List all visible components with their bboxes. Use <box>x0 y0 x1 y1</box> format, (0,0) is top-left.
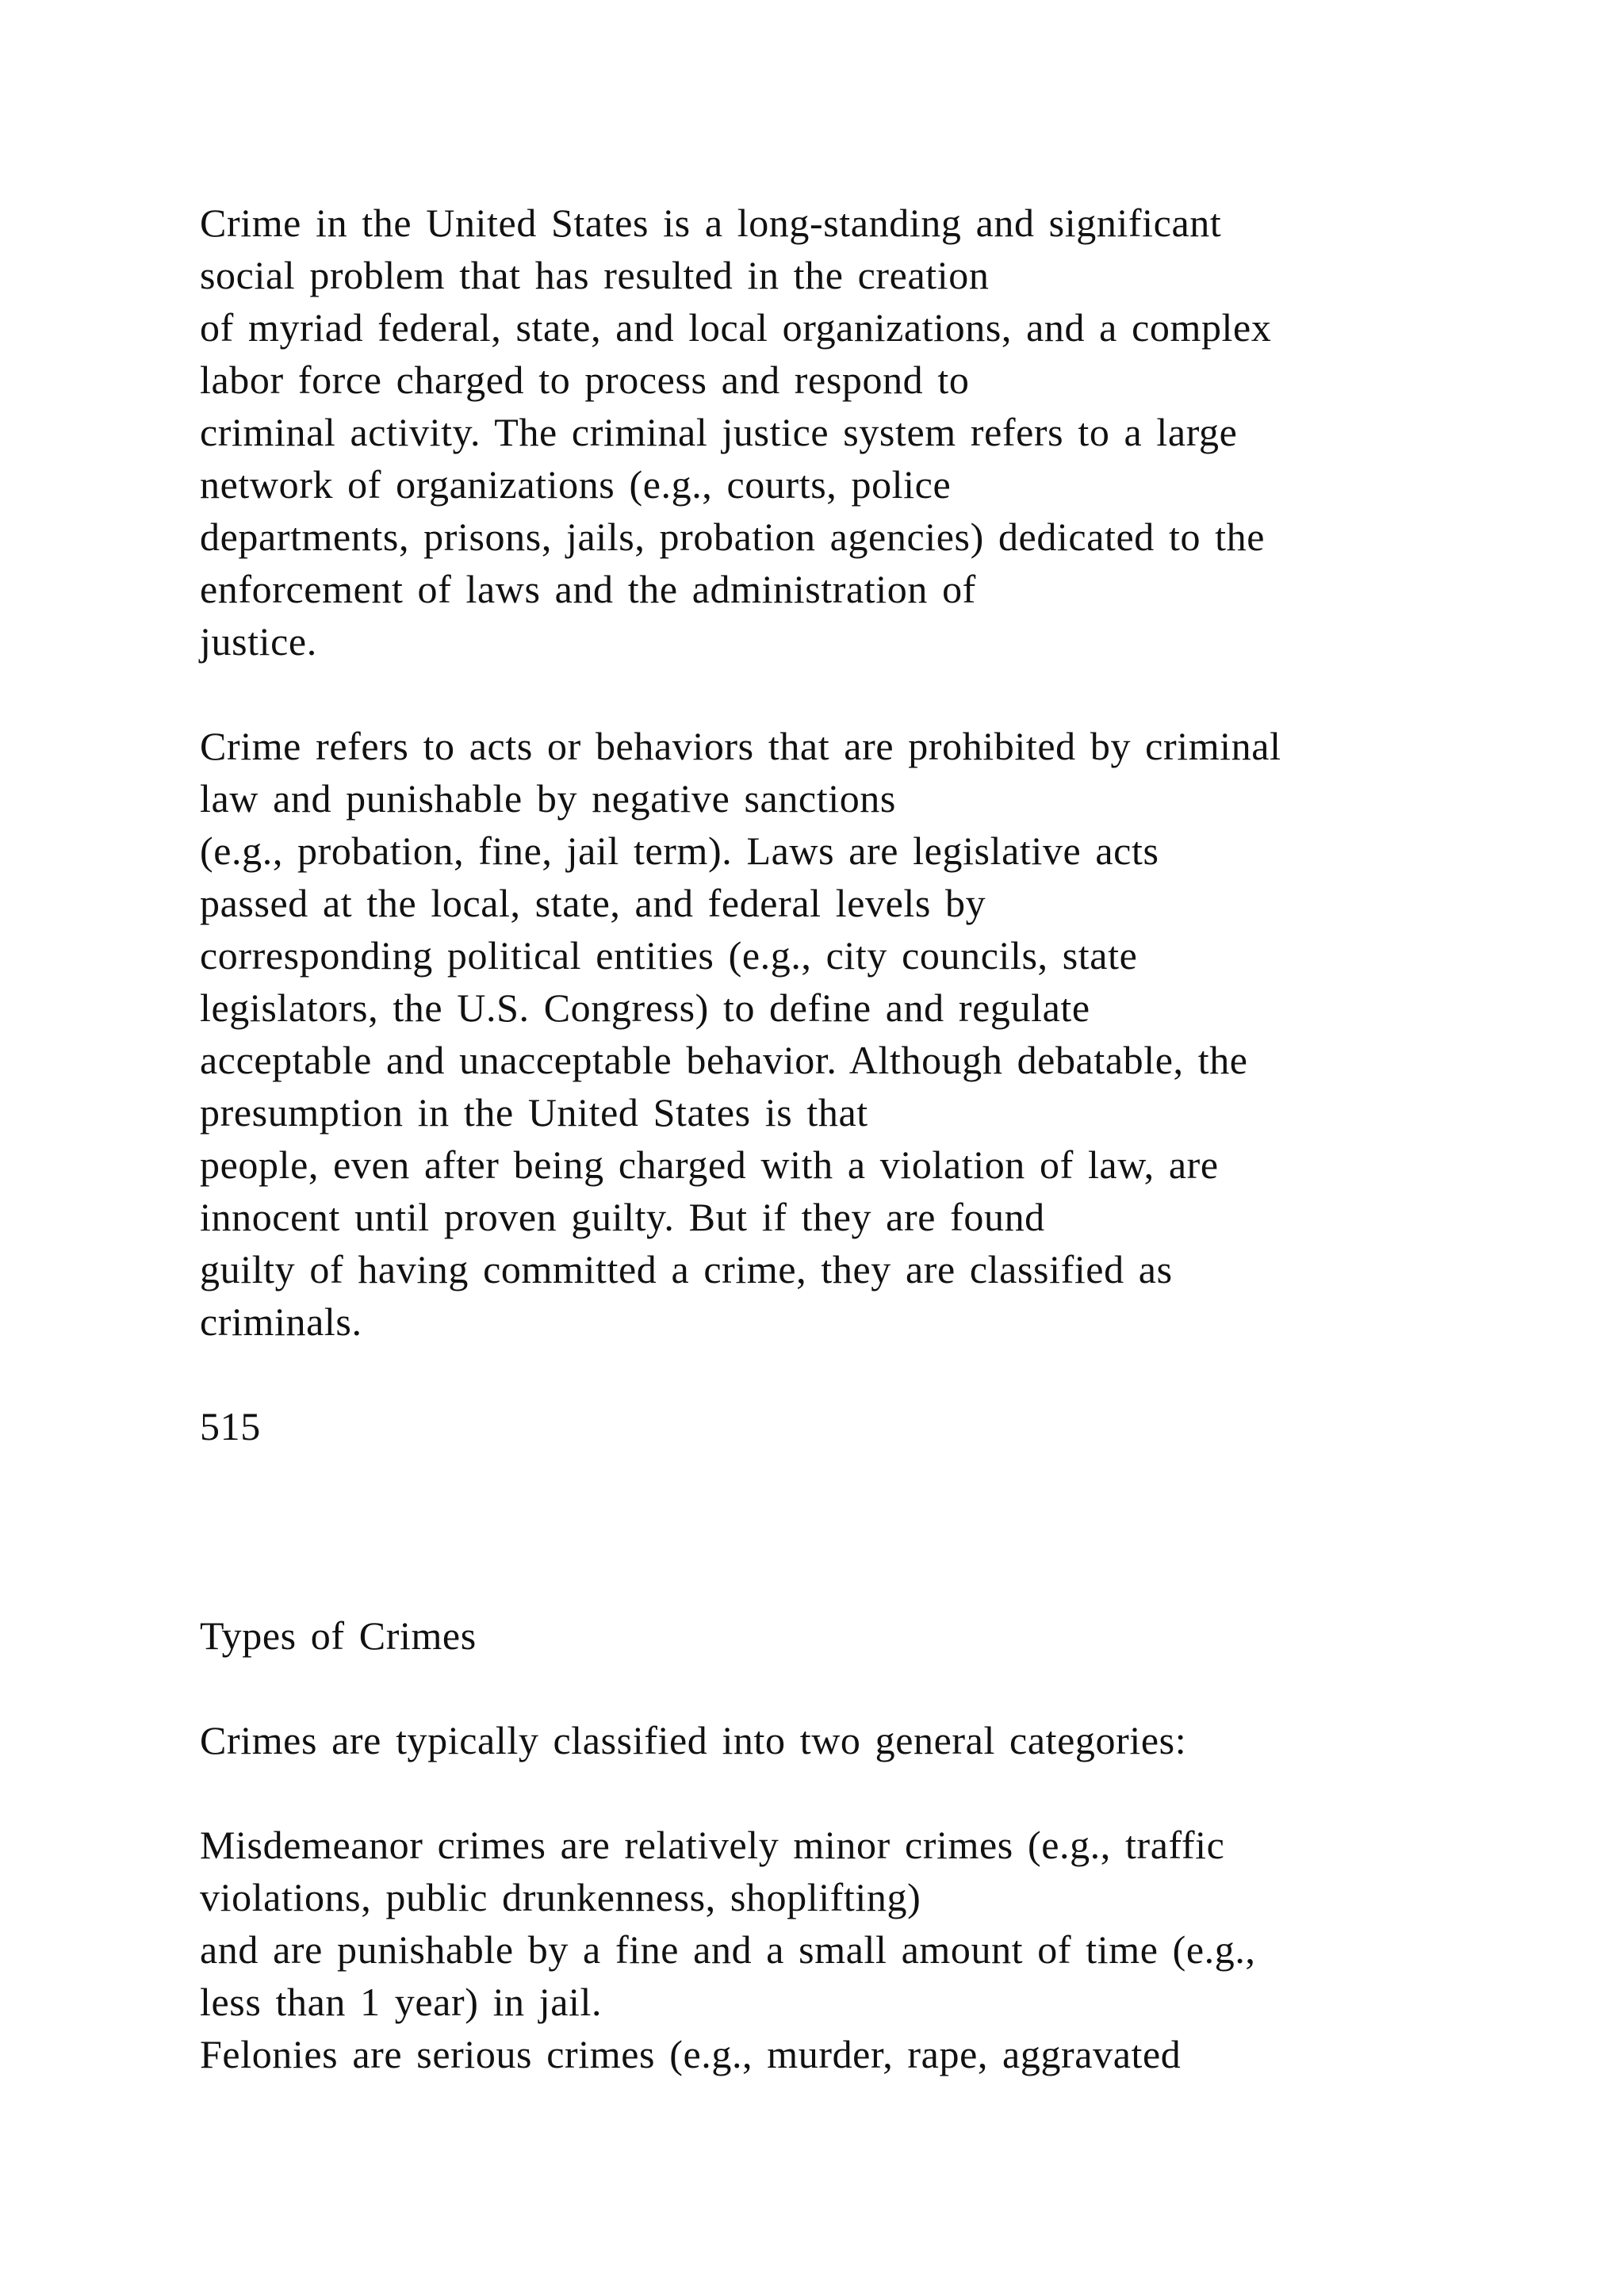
paragraph-2-line-2: law and punishable by negative sanctions <box>200 776 896 821</box>
paragraph-1-line-3: of myriad federal, state, and local organizations, and a complex <box>200 305 1272 350</box>
paragraph-2-line-8: presumption in the United States is that <box>200 1090 868 1135</box>
paragraph-2-line-1: Crime refers to acts or behaviors that are prohibited by criminal <box>200 724 1281 768</box>
section-heading: Types of Crimes <box>200 1613 477 1658</box>
paragraph-2-line-6: legislators, the U.S. Congress) to define and regulate <box>200 985 1090 1030</box>
paragraph-1-line-7: departments, prisons, jails, probation agencies) dedicated to the <box>200 515 1266 559</box>
paragraph-2-line-3: (e.g., probation, fine, jail term). Laws are legislative acts <box>200 828 1159 873</box>
intro-line: Crimes are typically classified into two general categories: <box>200 1718 1187 1762</box>
paragraph-3-line-1: Misdemeanor crimes are relatively minor crimes (e.g., traffic <box>200 1823 1225 1867</box>
paragraph-2-line-4: passed at the local, state, and federal levels by <box>200 881 986 925</box>
paragraph-2-line-10: innocent until proven guilty. But if they are found <box>200 1195 1045 1239</box>
paragraph-2-line-5: corresponding political entities (e.g., city councils, state <box>200 933 1138 978</box>
paragraph-1-line-2: social problem that has resulted in the creation <box>200 253 990 297</box>
paragraph-1-line-1: Crime in the United States is a long-standing and significant <box>200 201 1222 245</box>
page-number: 515 <box>200 1404 261 1448</box>
paragraph-3-line-3: and are punishable by a fine and a small amount of time (e.g., <box>200 1927 1256 1972</box>
paragraph-3-line-2: violations, public drunkenness, shoplifting) <box>200 1875 921 1919</box>
paragraph-3-line-4: less than 1 year) in jail. <box>200 1980 603 2024</box>
paragraph-1-line-8: enforcement of laws and the administration of <box>200 567 976 611</box>
paragraph-1-line-9: justice. <box>200 619 317 664</box>
paragraph-1-line-6: network of organizations (e.g., courts, police <box>200 462 952 507</box>
paragraph-2-line-11: guilty of having committed a crime, they are classified as <box>200 1247 1173 1292</box>
paragraph-1-line-5: criminal activity. The criminal justice system refers to a large <box>200 410 1238 454</box>
paragraph-3-line-5: Felonies are serious crimes (e.g., murder, rape, aggravated <box>200 2032 1182 2076</box>
paragraph-2-line-7: acceptable and unacceptable behavior. Although debatable, the <box>200 1038 1248 1082</box>
paragraph-2-line-9: people, even after being charged with a violation of law, are <box>200 1142 1219 1187</box>
paragraph-1-line-4: labor force charged to process and respond to <box>200 358 970 402</box>
paragraph-2-line-12: criminals. <box>200 1299 362 1344</box>
